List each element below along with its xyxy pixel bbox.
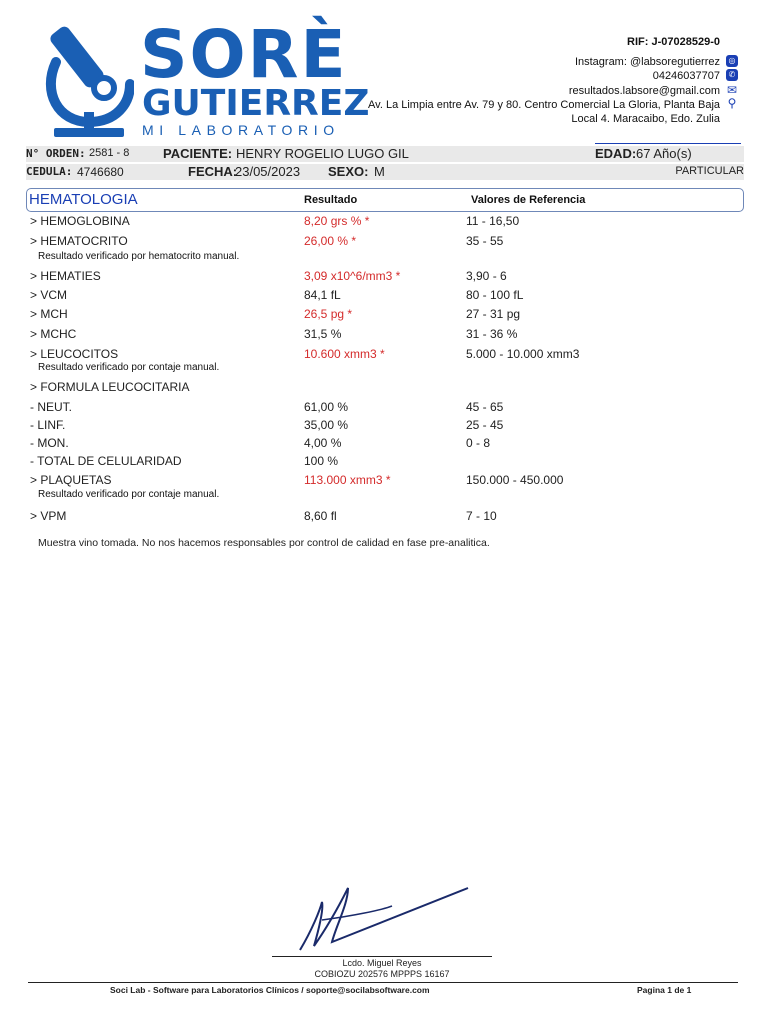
test-result: 8,60 fl <box>304 509 337 523</box>
section-title: HEMATOLOGIA <box>29 191 138 208</box>
test-reference: 0 - 8 <box>466 436 491 450</box>
test-result: 10.600 xmm3 * <box>304 347 385 361</box>
test-reference: 7 - 10 <box>466 509 497 523</box>
patient-row-2 <box>26 164 744 180</box>
signer-name: Lcdo. Miguel Reyes <box>342 958 422 968</box>
test-result: 26,5 pg * <box>304 307 353 321</box>
email-text: resultados.labsore@gmail.com <box>568 85 720 97</box>
disclaimer-text: Muestra vino tomada. No nos hacemos responsables por control de calidad en fase pre-analitica. <box>38 537 490 549</box>
result-row <box>0 327 768 345</box>
header-divider <box>595 143 741 144</box>
orden-value: 2581 - 8 <box>89 147 130 159</box>
test-name: - TOTAL DE CELULARIDAD <box>30 454 182 468</box>
mail-icon: ✉ <box>726 83 738 97</box>
test-result: 26,00 % * <box>304 234 357 248</box>
result-row <box>0 214 768 232</box>
orden-label: N° ORDEN: <box>26 147 86 160</box>
paciente-label: PACIENTE: <box>163 146 233 161</box>
test-reference: 150.000 - 450.000 <box>466 473 564 487</box>
test-name: > VPM <box>30 509 67 523</box>
col-ref-header: Valores de Referencia <box>471 194 586 206</box>
footer-software: Soci Lab - Software para Laboratorios Clínicos / soporte@socilabsoftware.com <box>110 985 430 995</box>
rif-text: RIF: J-07028529-0 <box>627 36 720 48</box>
test-name: > MCH <box>30 307 68 321</box>
test-result: 113.000 xmm3 * <box>304 473 391 487</box>
result-row <box>0 269 768 287</box>
test-name: > HEMATOCRITO <box>30 234 128 248</box>
result-row <box>0 436 768 454</box>
cedula-label: CEDULA: <box>26 165 73 178</box>
test-reference: 5.000 - 10.000 xmm3 <box>466 347 580 361</box>
location-icon: ⚲ <box>727 96 737 110</box>
fecha-value: 23/05/2023 <box>235 164 301 179</box>
test-name: - LINF. <box>30 418 66 432</box>
test-result: 61,00 % <box>304 400 349 414</box>
edad-value: 67 Año(s) <box>636 146 692 161</box>
address-line2: Local 4. Maracaibo, Edo. Zulia <box>571 113 720 125</box>
tipo-value: PARTICULAR <box>675 165 744 177</box>
col-result-header: Resultado <box>304 194 358 206</box>
address-line1: Av. La Limpia entre Av. 79 y 80. Centro Comercial La Gloria, Planta Baja <box>368 99 720 111</box>
test-reference: 35 - 55 <box>466 234 504 248</box>
footer-page: Pagina 1 de 1 <box>637 985 692 995</box>
test-reference: 31 - 36 % <box>466 327 518 341</box>
test-reference: 27 - 31 pg <box>466 307 521 321</box>
sexo-label: SEXO: <box>328 164 369 179</box>
test-result: 4,00 % <box>304 436 342 450</box>
instagram-icon: ◎ <box>726 55 738 67</box>
phone-text: 04246037707 <box>652 70 720 82</box>
test-name: > FORMULA LEUCOCITARIA <box>30 380 190 394</box>
sexo-value: M <box>374 164 385 179</box>
test-name: - NEUT. <box>30 400 72 414</box>
footer-divider <box>28 982 738 983</box>
test-result: 8,20 grs % * <box>304 214 370 228</box>
test-name: - MON. <box>30 436 69 450</box>
result-row <box>0 509 768 527</box>
test-result: 100 % <box>304 454 339 468</box>
result-row <box>0 307 768 325</box>
result-row <box>0 418 768 436</box>
test-result: 31,5 % <box>304 327 342 341</box>
test-result: 84,1 fL <box>304 288 341 302</box>
fecha-label: FECHA: <box>188 164 238 179</box>
test-name: > LEUCOCITOS <box>30 347 119 361</box>
test-reference: 80 - 100 fL <box>466 288 524 302</box>
brand-tagline: MI LABORATORIO <box>142 122 340 138</box>
cedula-value: 4746680 <box>77 165 124 179</box>
test-reference: 11 - 16,50 <box>466 214 520 228</box>
test-name: > PLAQUETAS <box>30 473 112 487</box>
brand-name: SORÈ <box>140 16 348 93</box>
result-note: Resultado verificado por contaje manual. <box>38 362 220 373</box>
test-result: 3,09 x10^6/mm3 * <box>304 269 401 283</box>
result-note: Resultado verificado por hematocrito manual. <box>38 251 240 262</box>
section-header <box>26 188 744 212</box>
result-row <box>0 400 768 418</box>
test-name: > MCHC <box>30 327 77 341</box>
test-reference: 25 - 45 <box>466 418 504 432</box>
instagram-text: Instagram: @labsoregutierrez <box>574 56 720 68</box>
result-row <box>0 288 768 306</box>
test-name: > VCM <box>30 288 68 302</box>
test-result: 35,00 % <box>304 418 349 432</box>
patient-row-1 <box>26 146 744 162</box>
test-name: > HEMOGLOBINA <box>30 214 130 228</box>
signature-image <box>292 880 472 956</box>
test-reference: 3,90 - 6 <box>466 269 507 283</box>
edad-label: EDAD: <box>595 146 637 161</box>
result-row <box>0 380 768 398</box>
phone-icon: ✆ <box>726 69 738 81</box>
brand-surname: GUTIERREZ <box>142 83 370 124</box>
paciente-value: HENRY ROGELIO LUGO GIL <box>236 146 409 161</box>
microscope-logo-icon <box>44 26 134 138</box>
signature-line <box>272 956 492 957</box>
test-name: > HEMATIES <box>30 269 101 283</box>
result-row <box>0 454 768 472</box>
test-reference: 45 - 65 <box>466 400 504 414</box>
result-note: Resultado verificado por contaje manual. <box>38 489 220 500</box>
signer-credentials: COBIOZU 202576 MPPPS 16167 <box>314 969 450 979</box>
result-row <box>0 234 768 252</box>
